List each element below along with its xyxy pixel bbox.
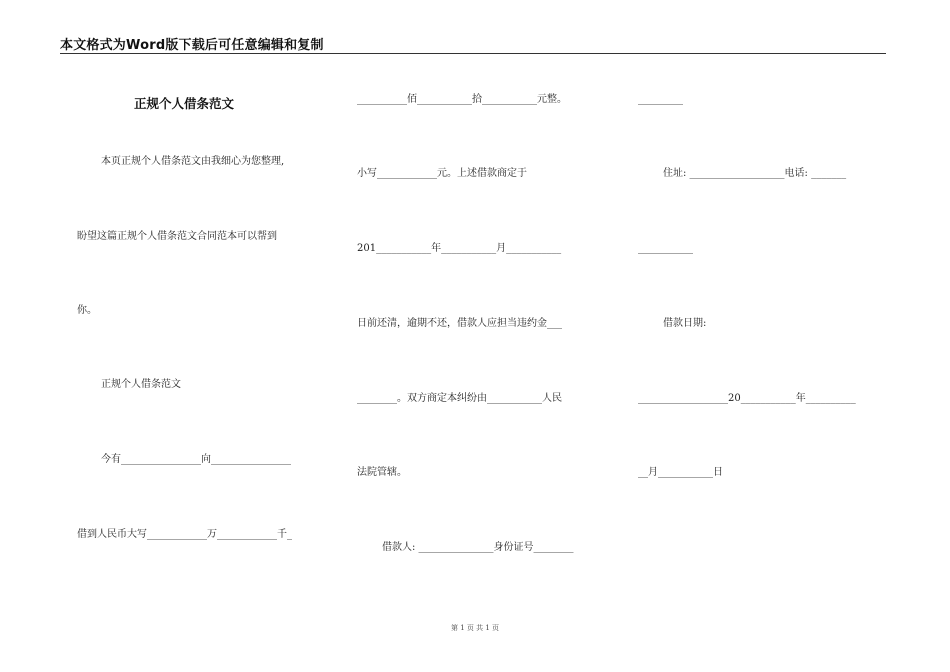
- borrower-id-line: 借款人: _______________身份证号________: [382, 542, 574, 553]
- jurisdiction-line-1: ________。双方商定本纠纷由___________人民: [357, 393, 562, 404]
- page-number: 第 1 页 共 1 页: [450, 624, 500, 632]
- phone-blank: ___________: [638, 243, 693, 254]
- loan-parties-line: 今有________________向________________: [101, 454, 291, 465]
- loan-amount-line-2: __________佰___________拾___________元整。: [357, 94, 567, 105]
- id-number-blank: _________: [638, 94, 683, 105]
- document-header: 本文格式为Word版下载后可任意编辑和复制: [60, 38, 324, 53]
- penalty-line: 日前还清，逾期不还，借款人应担当违约金___: [357, 318, 562, 329]
- address-phone-line: 住址: ___________________电话: _______: [663, 168, 847, 179]
- loan-date-label: 借款日期:: [663, 318, 707, 329]
- jurisdiction-line-2: 法院管辖。: [357, 467, 407, 478]
- loan-date-year-line: __________________20___________年__________: [638, 393, 856, 404]
- paragraph-intro-line-1: 本页正规个人借条范文由我细心为您整理,: [101, 156, 285, 167]
- loan-amount-line-1: 借到人民币大写____________万____________千_: [77, 529, 292, 540]
- paragraph-intro-line-2: 盼望这篇正规个人借条范文合同范本可以帮到: [77, 231, 277, 242]
- repayment-date-line: 201___________年___________月___________: [357, 243, 562, 254]
- section-heading: 正规个人借条范文: [101, 379, 181, 390]
- loan-amount-figures-line: 小写____________元。上述借款商定于: [357, 168, 527, 179]
- header-divider: [60, 53, 886, 54]
- loan-date-month-day-line: __月___________日: [638, 467, 723, 478]
- document-title: 正规个人借条范文: [134, 96, 235, 111]
- paragraph-intro-line-3: 你。: [77, 305, 97, 316]
